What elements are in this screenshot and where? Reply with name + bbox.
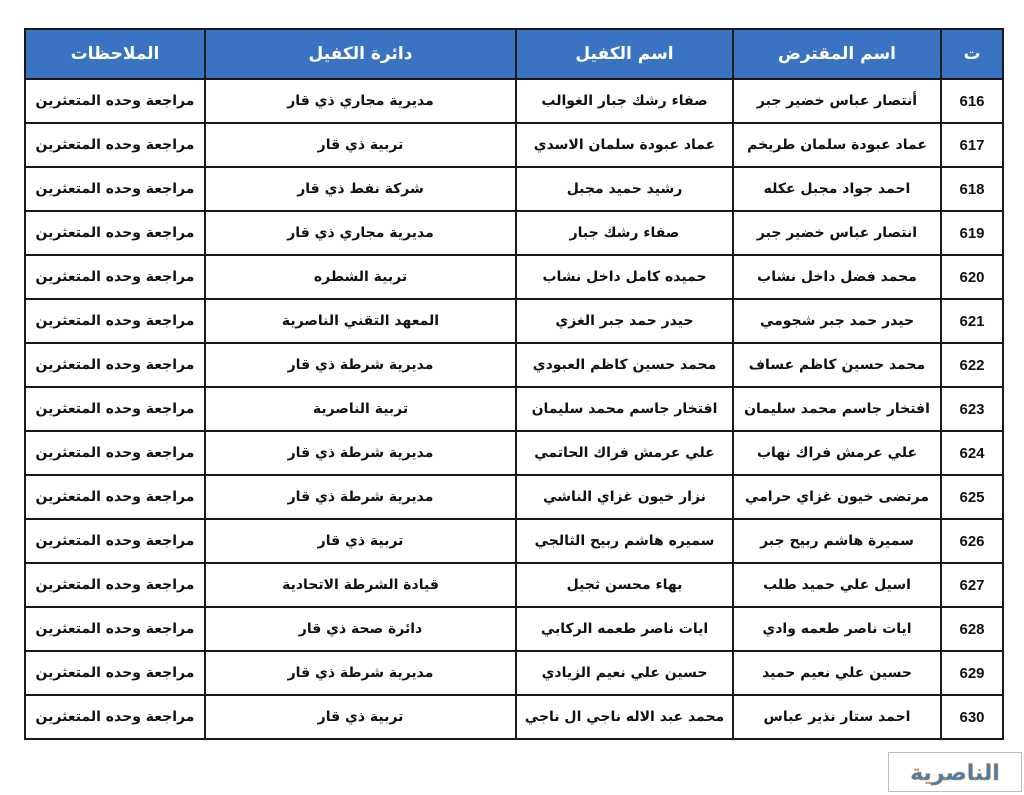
- table-body: [25, 79, 1003, 739]
- cell-notes: مراجعة وحده المتعثرين: [25, 519, 205, 563]
- cell-notes: مراجعة وحده المتعثرين: [25, 475, 205, 519]
- cell-sponsor-department: شركة نفط ذي قار: [205, 167, 516, 211]
- cell-sponsor-name: ايات ناصر طعمه الركابي: [516, 607, 733, 651]
- cell-index: 629: [941, 651, 1003, 695]
- cell-borrower-name: حسين علي نعيم حميد: [733, 651, 941, 695]
- cell-borrower-name: مرتضى خيون غزاي حرامي: [733, 475, 941, 519]
- header-sponsor-department: دائرة الكفيل: [205, 29, 516, 79]
- cell-notes: مراجعة وحده المتعثرين: [25, 607, 205, 651]
- cell-borrower-name: سميرة هاشم ربيح جبر: [733, 519, 941, 563]
- cell-sponsor-department: تربية الناصرية: [205, 387, 516, 431]
- cell-sponsor-department: مديرية مجاري ذي قار: [205, 79, 516, 123]
- cell-notes: مراجعة وحده المتعثرين: [25, 255, 205, 299]
- cell-sponsor-name: حميده كامل داخل نشاب: [516, 255, 733, 299]
- cell-sponsor-department: دائرة صحة ذي قار: [205, 607, 516, 651]
- cell-index: 618: [941, 167, 1003, 211]
- cell-notes: مراجعة وحده المتعثرين: [25, 343, 205, 387]
- cell-notes: مراجعة وحده المتعثرين: [25, 167, 205, 211]
- cell-notes: مراجعة وحده المتعثرين: [25, 79, 205, 123]
- cell-borrower-name: انتصار عباس خضير جبر: [733, 211, 941, 255]
- cell-sponsor-name: بهاء محسن ثجيل: [516, 563, 733, 607]
- cell-sponsor-department: تربية ذي قار: [205, 695, 516, 739]
- cell-notes: مراجعة وحده المتعثرين: [25, 299, 205, 343]
- cell-borrower-name: محمد حسين كاظم عساف: [733, 343, 941, 387]
- cell-index: 625: [941, 475, 1003, 519]
- table-row: [25, 475, 1003, 519]
- cell-borrower-name: محمد فضل داخل نشاب: [733, 255, 941, 299]
- cell-index: 623: [941, 387, 1003, 431]
- table-row: [25, 255, 1003, 299]
- cell-notes: مراجعة وحده المتعثرين: [25, 695, 205, 739]
- cell-index: 627: [941, 563, 1003, 607]
- nasiriyah-logo-watermark: [888, 752, 1022, 792]
- cell-notes: مراجعة وحده المتعثرين: [25, 563, 205, 607]
- cell-sponsor-name: محمد حسين كاظم العبودي: [516, 343, 733, 387]
- table-row: [25, 431, 1003, 475]
- cell-sponsor-department: مديرية مجاري ذي قار: [205, 211, 516, 255]
- table-row: [25, 299, 1003, 343]
- table-row: [25, 519, 1003, 563]
- cell-sponsor-department: تربية ذي قار: [205, 519, 516, 563]
- cell-borrower-name: عماد عبودة سلمان طريخم: [733, 123, 941, 167]
- table-header-row: [25, 29, 1003, 79]
- cell-sponsor-department: قيادة الشرطة الاتحادية: [205, 563, 516, 607]
- cell-index: 620: [941, 255, 1003, 299]
- cell-sponsor-department: تربية ذي قار: [205, 123, 516, 167]
- cell-notes: مراجعة وحده المتعثرين: [25, 387, 205, 431]
- table-row: [25, 607, 1003, 651]
- table-row: [25, 651, 1003, 695]
- header-sponsor-name: اسم الكفيل: [516, 29, 733, 79]
- cell-borrower-name: اسيل علي حميد طلب: [733, 563, 941, 607]
- cell-index: 626: [941, 519, 1003, 563]
- cell-borrower-name: افتخار جاسم محمد سليمان: [733, 387, 941, 431]
- cell-sponsor-name: صفاء رشك جبار الغوالب: [516, 79, 733, 123]
- cell-sponsor-department: تربية الشطره: [205, 255, 516, 299]
- cell-index: 617: [941, 123, 1003, 167]
- cell-sponsor-name: افتخار جاسم محمد سليمان: [516, 387, 733, 431]
- cell-sponsor-name: نزار خيون غزاي الناشي: [516, 475, 733, 519]
- cell-sponsor-department: مديرية شرطة ذي قار: [205, 431, 516, 475]
- cell-borrower-name: ايات ناصر طعمه وادي: [733, 607, 941, 651]
- cell-index: 619: [941, 211, 1003, 255]
- cell-sponsor-name: حسين علي نعيم الزيادي: [516, 651, 733, 695]
- table-row: [25, 123, 1003, 167]
- cell-sponsor-name: محمد عبد الاله ناجي ال ناجي: [516, 695, 733, 739]
- table-row: [25, 79, 1003, 123]
- cell-index: 628: [941, 607, 1003, 651]
- table-row: [25, 563, 1003, 607]
- cell-sponsor-department: مديرية شرطة ذي قار: [205, 343, 516, 387]
- cell-borrower-name: حيدر حمد جبر شجومي: [733, 299, 941, 343]
- cell-sponsor-department: المعهد التقني الناصرية: [205, 299, 516, 343]
- cell-notes: مراجعة وحده المتعثرين: [25, 211, 205, 255]
- cell-borrower-name: احمد جواد مجبل عكله: [733, 167, 941, 211]
- cell-sponsor-name: رشيد حميد مجبل: [516, 167, 733, 211]
- cell-sponsor-name: علي عرمش فراك الحاتمي: [516, 431, 733, 475]
- cell-sponsor-name: عماد عبودة سلمان الاسدي: [516, 123, 733, 167]
- table-row: [25, 343, 1003, 387]
- table-row: [25, 167, 1003, 211]
- nasiriyah-logo: [895, 757, 1015, 787]
- cell-notes: مراجعة وحده المتعثرين: [25, 123, 205, 167]
- cell-index: 630: [941, 695, 1003, 739]
- table-row: [25, 387, 1003, 431]
- cell-sponsor-name: صفاء رشك جبار: [516, 211, 733, 255]
- cell-borrower-name: أنتصار عباس خضير جبر: [733, 79, 941, 123]
- cell-sponsor-name: حيدر حمد جبر الغزي: [516, 299, 733, 343]
- cell-sponsor-department: مديرية شرطة ذي قار: [205, 651, 516, 695]
- header-borrower-name: اسم المقترض: [733, 29, 941, 79]
- cell-index: 616: [941, 79, 1003, 123]
- logo-text: الناصرية: [910, 761, 1000, 786]
- table-row: [25, 695, 1003, 739]
- header-index: ت: [941, 29, 1003, 79]
- borrowers-table: [24, 28, 1004, 740]
- cell-index: 624: [941, 431, 1003, 475]
- cell-sponsor-name: سميره هاشم ربيح الثالجي: [516, 519, 733, 563]
- cell-index: 621: [941, 299, 1003, 343]
- cell-sponsor-department: مديرية شرطة ذي قار: [205, 475, 516, 519]
- cell-borrower-name: علي عرمش فراك نهاب: [733, 431, 941, 475]
- cell-notes: مراجعة وحده المتعثرين: [25, 651, 205, 695]
- header-notes: الملاحظات: [25, 29, 205, 79]
- cell-notes: مراجعة وحده المتعثرين: [25, 431, 205, 475]
- table-row: [25, 211, 1003, 255]
- cell-borrower-name: احمد ستار نذير عباس: [733, 695, 941, 739]
- cell-index: 622: [941, 343, 1003, 387]
